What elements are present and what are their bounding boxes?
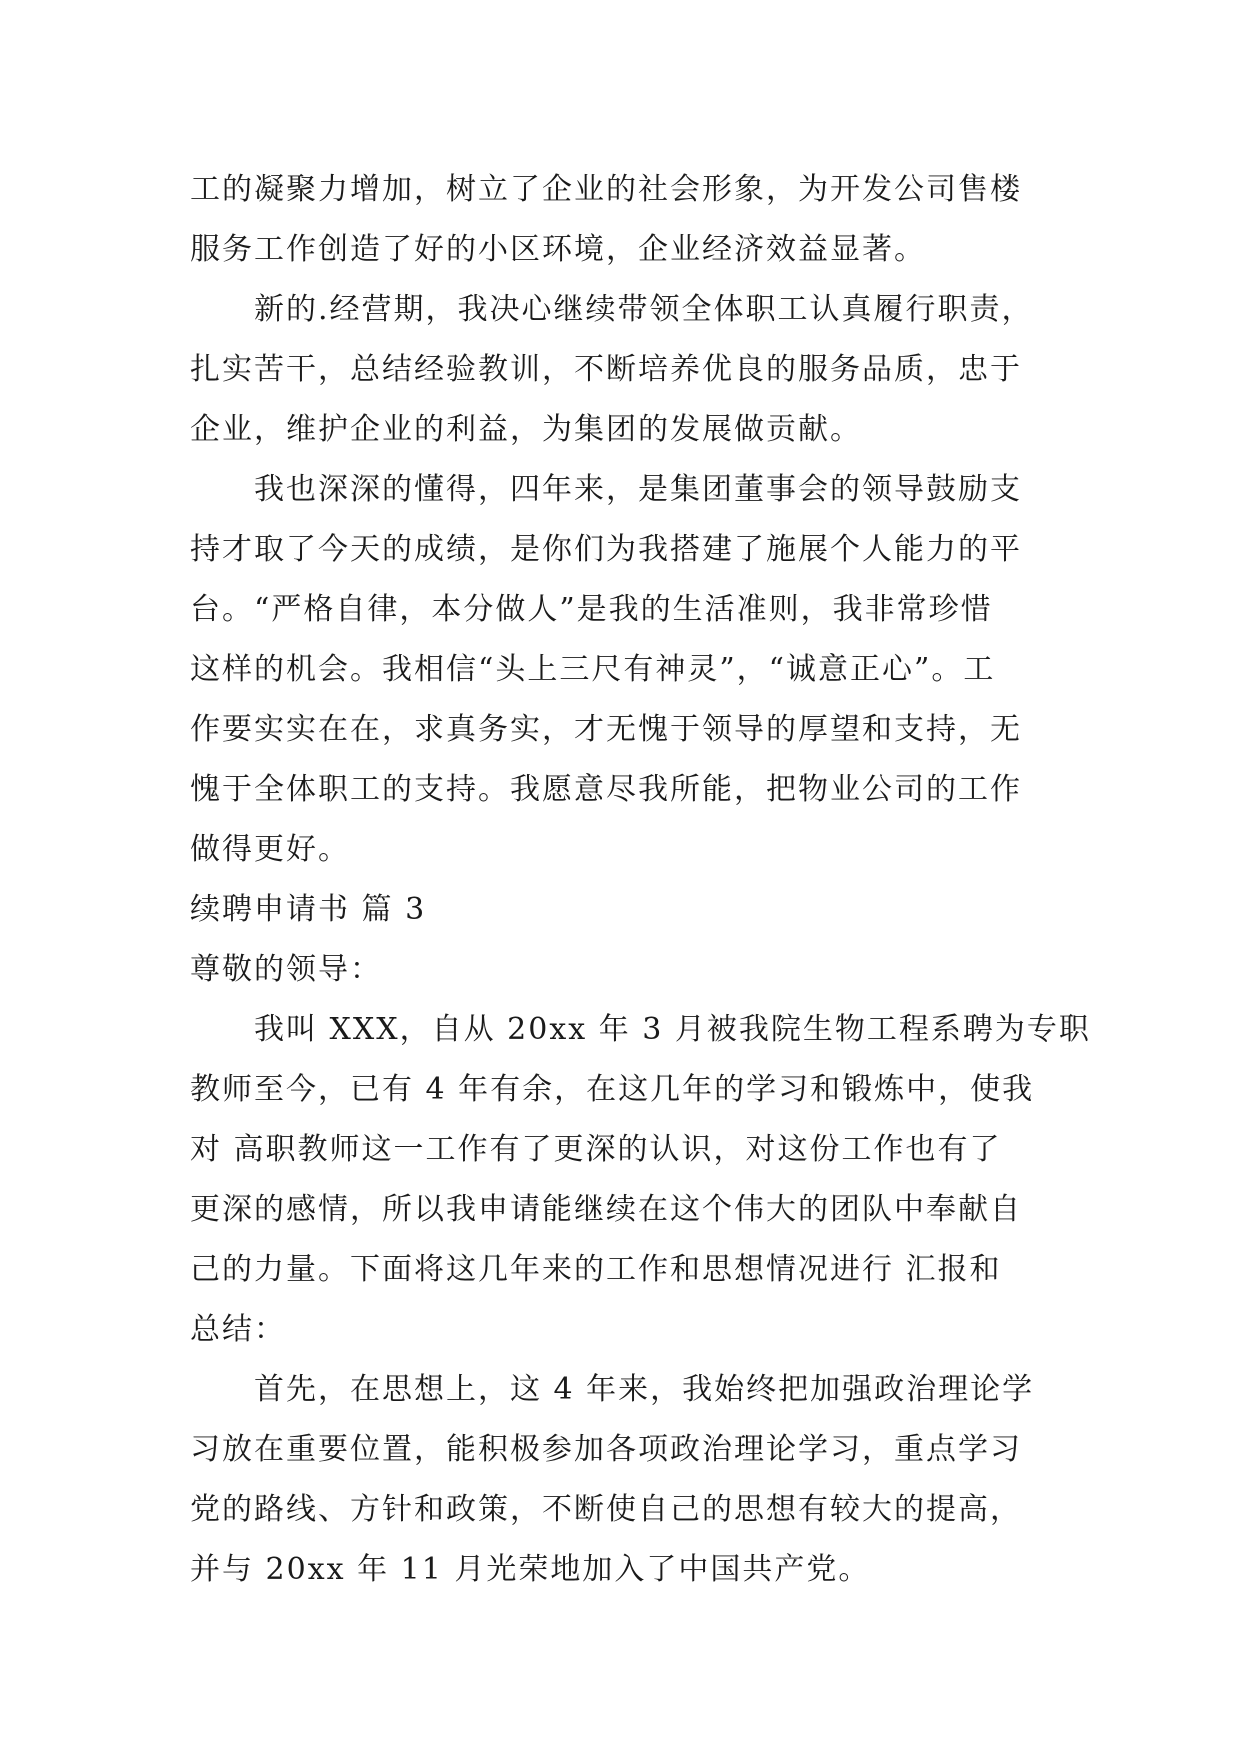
text-line: 己的力量。下面将这几年来的工作和思想情况进行 汇报和 xyxy=(190,1252,1002,1287)
text-line: 服务工作创造了好的小区环境，企业经济效益显著。 xyxy=(190,232,926,267)
text-line: 做得更好。 xyxy=(190,832,350,867)
text-line: 我叫 XXX，自从 20xx 年 3 月被我院生物工程系聘为专职 xyxy=(254,1012,1091,1047)
text-line: 党的路线、方针和政策，不断使自己的思想有较大的提高， xyxy=(190,1492,1022,1527)
text-line: 新的.经营期，我决心继续带领全体职工认真履行职责， xyxy=(254,292,1034,327)
text-line: 工的凝聚力增加，树立了企业的社会形象，为开发公司售楼 xyxy=(190,172,1022,207)
text-line: 续聘申请书 篇 3 xyxy=(190,892,427,927)
text-line: 更深的感情，所以我申请能继续在这个伟大的团队中奉献自 xyxy=(190,1192,1022,1227)
text-line: 愧于全体职工的支持。我愿意尽我所能，把物业公司的工作 xyxy=(190,772,1022,807)
text-line: 习放在重要位置，能积极参加各项政治理论学习，重点学习 xyxy=(190,1432,1022,1467)
text-line: 总结： xyxy=(190,1312,286,1347)
text-line: 尊敬的领导： xyxy=(190,952,382,987)
text-line: 并与 20xx 年 11 月光荣地加入了中国共产党。 xyxy=(190,1552,871,1587)
text-line: 我也深深的懂得，四年来，是集团董事会的领导鼓励支 xyxy=(254,472,1022,507)
text-line: 持才取了今天的成绩，是你们为我搭建了施展个人能力的平 xyxy=(190,532,1022,567)
text-line: 对 高职教师这一工作有了更深的认识，对这份工作也有了 xyxy=(190,1132,1002,1167)
text-line: 扎实苦干，总结经验教训，不断培养优良的服务品质，忠于 xyxy=(190,352,1022,387)
text-line: 台。“严格自律，本分做人”是我的生活准则，我非常珍惜 xyxy=(190,592,993,627)
text-line: 作要实实在在，求真务实，才无愧于领导的厚望和支持，无 xyxy=(190,712,1022,747)
text-line: 教师至今，已有 4 年有余，在这几年的学习和锻炼中，使我 xyxy=(190,1072,1035,1107)
text-line: 这样的机会。我相信“头上三尺有神灵”，“诚意正心”。工 xyxy=(190,652,996,687)
document-body xyxy=(190,160,1091,1600)
text-line: 企业，维护企业的利益，为集团的发展做贡献。 xyxy=(190,412,862,447)
text-line: 首先，在思想上，这 4 年来，我始终把加强政治理论学 xyxy=(254,1372,1035,1407)
